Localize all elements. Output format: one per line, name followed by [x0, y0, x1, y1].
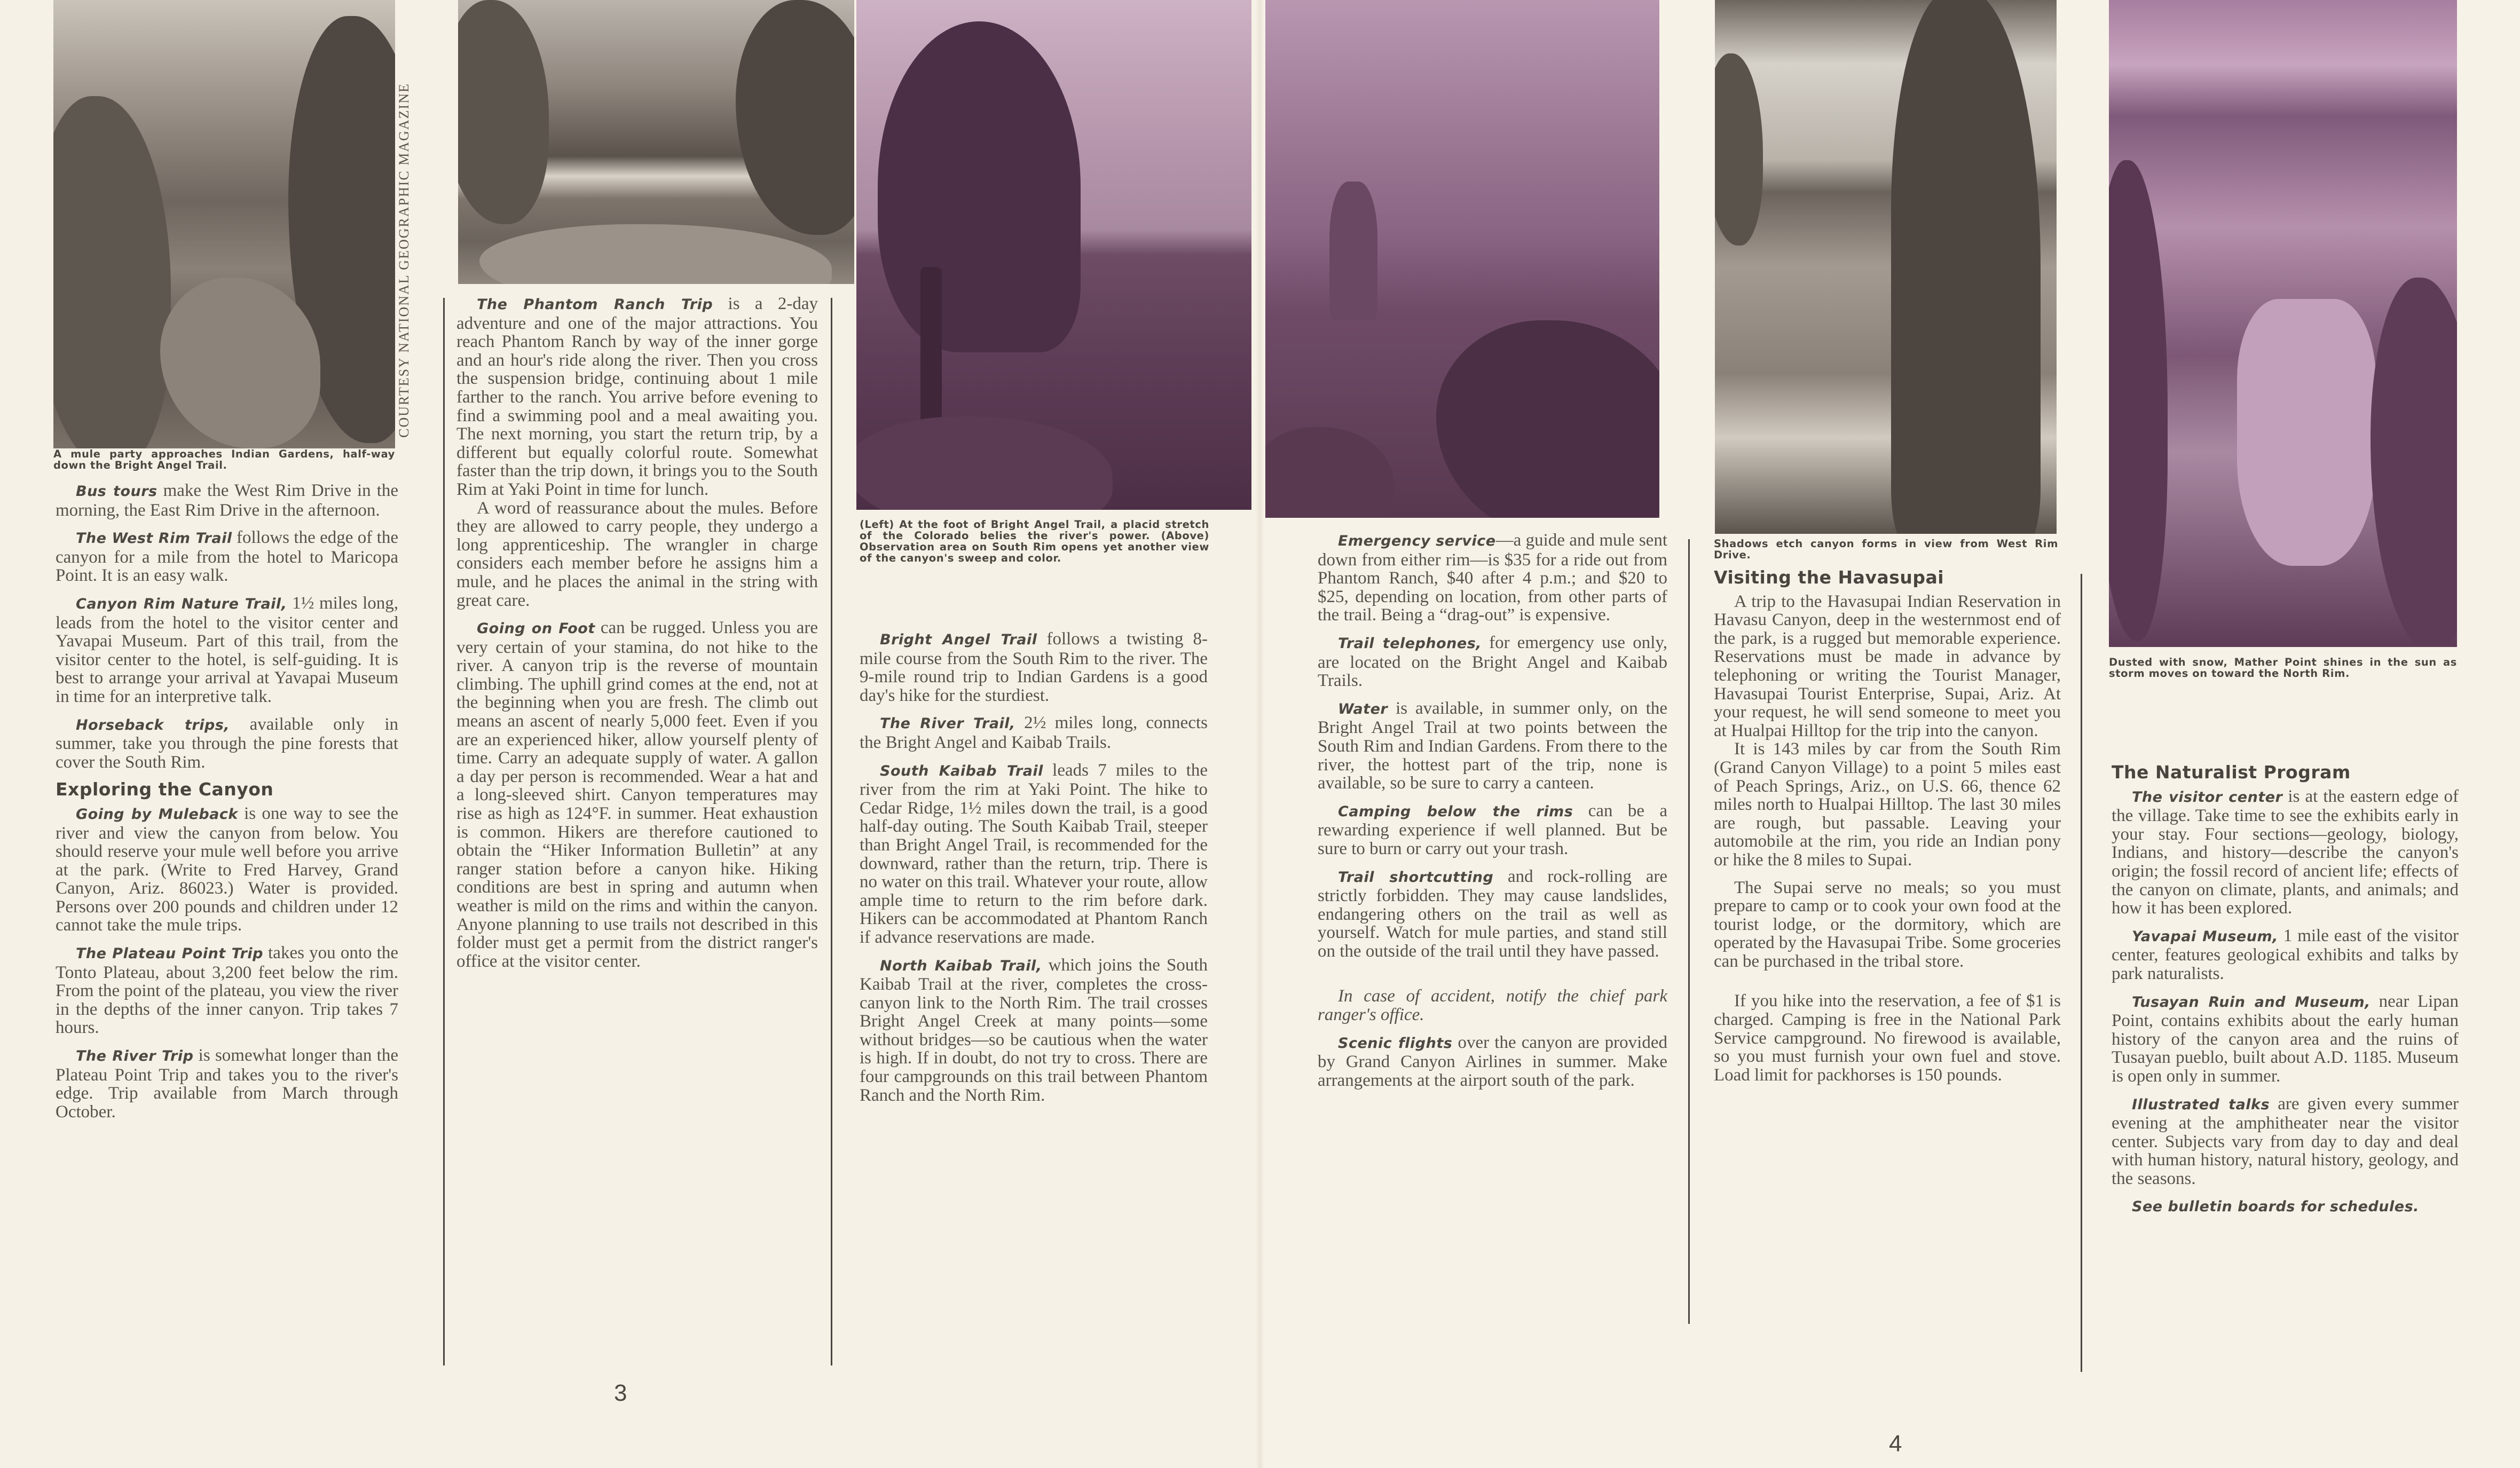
- column-rule: [831, 298, 832, 1366]
- heading-visiting-havasupai: Visiting the Havasupai: [1714, 567, 1944, 588]
- para-havasupai-trip: A trip to the Havasupai Indian Reservation in Havasu Canyon, deep in the westernmost end of the park, is a rugged but memorable experience. Reservations must be made in advance by telephoning or writing the Tourist Manager, Havasupai Tourist Enterprise, Supai, Ariz. At your request, he will send someone to meet you at Hualpai Hilltop for the trip into the canyon.: [1714, 591, 2061, 740]
- para-reassurance: A word of reassurance about the mules. Before they are allowed to carry people, they undergo a long apprenticeship. The wrangler in charge considers each member before he assigns him a mule, and he places the animal in the string with great care.: [456, 498, 818, 610]
- caption-mather-point: Dusted with snow, Mather Point shines in the sun as storm moves on toward the North Rim.: [2109, 656, 2457, 680]
- photo-west-rim-shadows: [1715, 0, 2057, 534]
- para-river-trail: The River Trail, 2½ miles long, connects the Bright Angel and Kaibab Trails.: [860, 713, 1208, 752]
- para-havasupai-directions: It is 143 miles by car from the South Rim (Grand Canyon Village) to a point 5 miles east of Peach Springs, Ariz., on U.S. 66, thence 62 miles north to Hualpai Hilltop. The last 30 miles are rough, but passable. Leaving your automobile at the rim, you ride an Indian pony or hike the 8 miles to Supai.: [1714, 739, 2061, 870]
- para-going-on-foot: Going on Foot can be rugged. Unless you are very certain of your stamina, do not hike to the river. A canyon trip is the reverse of mountain climbing. The uphill grind comes at the end, not at the beginning when you are fresh. The climb out means an ascent of nearly 5,000 feet. Even if you are an experienced hiker, allow yourself plenty of time. Carry an adequate supply of water. A gallon a day per person is recommended. Wear a hat and a long-sleeved shirt. Canyon temperatures may rise as high as 124°F. in summer. Heat exhaustion is common. Hikers are therefore cautioned to obtain the “Hiker Information Bulletin” at any ranger station before a canyon hike. Hiking conditions are best in spring and autumn when weather is mild on the rims and within the canyon. Anyone planning to use trails not described in this folder must get a permit from the district ranger's office at the visitor center.: [456, 618, 818, 971]
- para-emergency-service: Emergency service—a guide and mule sent down from either rim—is $35 for a ride out from Phantom Ranch, $40 after 4 p.m.; and $20 to $25, depending on location, from other parts of the trail. Being a “drag-out” is expensive.: [1318, 531, 1667, 625]
- column-2: [456, 295, 818, 980]
- column-5: [1714, 569, 2061, 1093]
- para-bulletin-boards: See bulletin boards for schedules.: [2132, 1198, 2419, 1216]
- para-accident-notice: In case of accident, notify the chief park ranger's office.: [1318, 986, 1667, 1025]
- photo-mather-point: [2109, 0, 2457, 647]
- heading-naturalist-program: The Naturalist Program: [2112, 762, 2351, 783]
- center-fold: [1256, 0, 1264, 1468]
- para-horseback-trips: Horseback trips, available only in summer, take you through the pine forests that cover the South Rim.: [56, 714, 398, 772]
- column-1: [56, 482, 398, 1130]
- para-tusayan-ruin: Tusayan Ruin and Museum, near Lipan Point, contains exhibits about the early human history of the canyon area and the ruins of Tusayan pueblo, built about A.D. 1185. Museum is open only in summer.: [2112, 991, 2459, 1086]
- para-trail-telephones: Trail telephones, for emergency use only, are located on the Bright Angel and Kaibab Trails.: [1318, 633, 1667, 691]
- para-west-rim-trail: The West Rim Trail follows the edge of the canyon for a mile from the hotel to Maricopa Point. It is an easy walk.: [56, 528, 398, 586]
- page-number-4: 4: [1889, 1431, 1902, 1457]
- para-visitor-center: The visitor center is at the eastern edge of the village. Take time to see the exhibits early in your stay. Four sections—geology, biology, Indians, and history—describe the canyon's origin; the fossil record of ancient life; effects of the canyon on climate, plants, and animals; and how it has been explored.: [2112, 786, 2459, 918]
- para-water: Water is available, in summer only, on the Bright Angel Trail at two points between the South Rim and Indian Gardens. From there to the river, the hottest part of the trip, none is available, so be sure to carry a canteen.: [1318, 698, 1667, 793]
- column-3: [860, 630, 1208, 1114]
- para-south-kaibab-trail: South Kaibab Trail leads 7 miles to the river from the rim at Yaki Point. The hike to Cedar Ridge, 1½ miles down the trail, is a good half-day outing. The South Kaibab Trail, steeper than Bright Angel Trail, is recommended for the downward, rather than the return, trip. There is no water on this trail. Whatever your route, allow ample time to return to the rim before dark. Hikers can be accommodated at Phantom Ranch if advance reservations are made.: [860, 760, 1208, 947]
- caption-mule-party: A mule party approaches Indian Gardens, half-way down the Bright Angel Trail.: [53, 448, 395, 471]
- column-rule: [1688, 539, 1690, 1324]
- para-reservation-fee: If you hike into the reservation, a fee of $1 is charged. Camping is free in the National Park Service campground. No firewood is available, so you must furnish your own fuel and stove. Load limit for packhorses is 150 pounds.: [1714, 991, 2061, 1085]
- column-6: [2112, 763, 2459, 1226]
- photo-mule-party: [53, 0, 395, 448]
- heading-exploring-the-canyon: Exploring the Canyon: [56, 779, 274, 800]
- page-number-3: 3: [614, 1380, 627, 1406]
- para-plateau-point-trip: The Plateau Point Trip takes you onto the Tonto Plateau, about 3,200 feet below the rim. From the point of the plateau, you view the river in the depths of the inner canyon. Trip takes 7 hours.: [56, 943, 398, 1038]
- para-bright-angel-trail: Bright Angel Trail follows a twisting 8-mile course from the South Rim to the river. The 9-mile round trip to Indian Gardens is a good day's hike for the sturdiest.: [860, 629, 1208, 705]
- para-north-kaibab-trail: North Kaibab Trail, which joins the South Kaibab Trail at the river, completes the cross-canyon link to the North Rim. The trail crosses Bright Angel Creek at many points—some without bridges—so be cautious when the water is high. If in doubt, do not try to cross. There are four campgrounds on this trail between Phantom Ranch and the North Rim.: [860, 955, 1208, 1105]
- para-supai-meals: The Supai serve no meals; so you must prepare to camp or to cook your own food at the tourist lodge, or the dormitory, which are operated by the Havasupai Tribe. Some groceries can be purchased in the tribal store.: [1714, 878, 2061, 971]
- column-rule: [443, 298, 445, 1366]
- caption-west-rim: Shadows etch canyon forms in view from West Rim Drive.: [1714, 538, 2058, 561]
- photo-colorado-river: [458, 0, 854, 284]
- para-going-by-muleback: Going by Muleback is one way to see the river and view the canyon from below. You should reserve your mule well before you arrive at the park. (Write to Fred Harvey, Grand Canyon, Ariz. 86023.) Water is provided. Persons over 200 pounds and children under 12 cannot take the mule trips.: [56, 803, 399, 935]
- para-camping-below-rims: Camping below the rims can be a rewarding experience if well planned. But be sure to burn or carry out your trash.: [1318, 801, 1667, 858]
- para-yavapai-museum: Yavapai Museum, 1 mile east of the visitor center, features geological exhibits and talks by park naturalists.: [2112, 926, 2459, 983]
- photo-observation-area: [1265, 0, 1659, 518]
- para-river-trip: The River Trip is somewhat longer than the Plateau Point Trip and takes you to the river's edge. Trip available from March through October.: [56, 1046, 398, 1122]
- para-canyon-rim-nature-trail: Canyon Rim Nature Trail, 1½ miles long, leads from the hotel to the visitor center and Yavapai Museum. Part of this trail, from the visitor center to the hotel, is self-guiding. It is best to arrange your arrival at Yavapai Museum in time for an interpretive talk.: [56, 593, 398, 706]
- photo-credit: COURTESY NATIONAL GEOGRAPHIC MAGAZINE: [396, 83, 412, 438]
- photo-tree-south-rim: [856, 0, 1251, 510]
- para-phantom-ranch-trip: The Phantom Ranch Trip is a 2-day adventure and one of the major attractions. You reach Phantom Ranch by way of the inner gorge and an hour's ride along the river. Then you cross the suspension bridge, continuing about 1 mile farther to the ranch. You arrive before evening to find a swimming pool and a meal awaiting you. The next morning, you start the return trip, by a different but equally colorful route. Somewhat faster than the trip down, it brings you to the South Rim at Yaki Point in time for lunch.: [456, 294, 818, 499]
- column-rule: [2081, 574, 2082, 1372]
- para-scenic-flights: Scenic flights over the canyon are provided by Grand Canyon Airlines in summer. Make arrangements at the airport south of the park.: [1318, 1032, 1667, 1090]
- para-illustrated-talks: Illustrated talks are given every summer evening at the amphitheater near the visitor center. Subjects vary from day to day and deal with human history, natural history, geology, and the seasons.: [2112, 1094, 2459, 1188]
- column-4: [1318, 531, 1667, 1099]
- caption-river-observation: (Left) At the foot of Bright Angel Trail, a placid stretch of the Colorado belies the river's power. (Above) Observation area on South Rim opens yet another view of the canyon's sweep and color.: [860, 518, 1209, 564]
- para-bus-tours: Bus tours make the West Rim Drive in the morning, the East Rim Drive in the afternoon.: [56, 481, 399, 520]
- para-trail-shortcutting: Trail shortcutting and rock-rolling are strictly forbidden. They may cause landslides, endangering others on the trail as well as yourself. Watch for mule parties, and stand still on the outside of the trail until they have passed.: [1318, 866, 1667, 961]
